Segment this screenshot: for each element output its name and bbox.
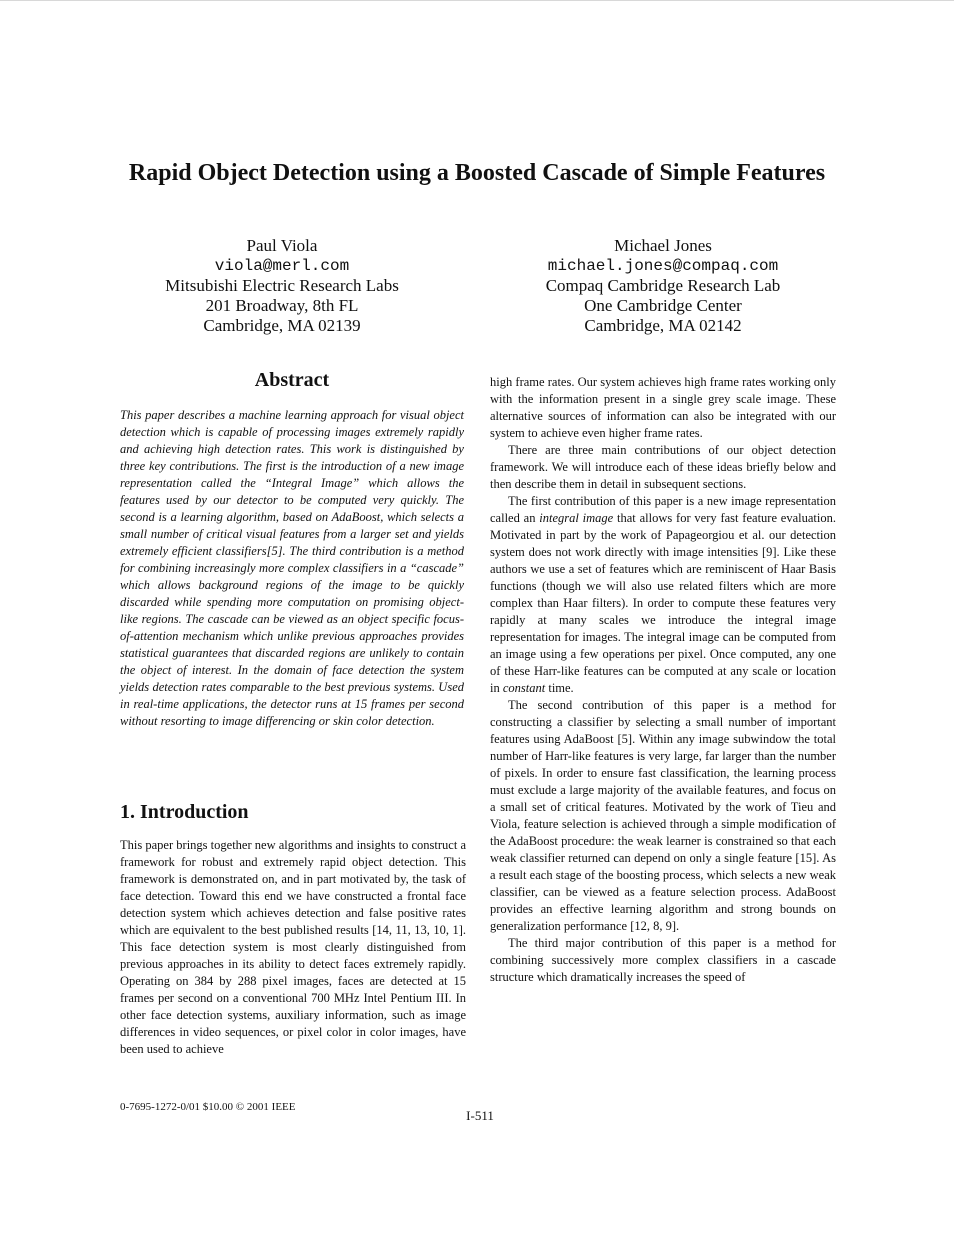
- page-top-rule: [0, 0, 954, 1]
- introduction-body: This paper brings together new algorithms and insights to construct a framework for robust and extremely rapid object detection. This framework is demonstrated on, and in part motivated by, the task of face detection. Toward this end we have constructed a frontal face detection system which achieves detection and false positive rates which are equivalent to the best published results [14, 11, 13, 10, 1]. This face detection system is most clearly distinguished from previous approaches in its ability to detect faces extremely rapidly. Operating on 384 by 288 pixel images, faces are detected at 15 frames per second on a conventional 700 MHz Intel Pentium III. In other face detection systems, auxiliary information, such as image differences in video sequences, or pixel color in color images, have been used to achieve: [120, 838, 466, 1056]
- author-block-jones: [513, 236, 813, 336]
- paper-title: Rapid Object Detection using a Boosted Cascade of Simple Features: [128, 160, 826, 186]
- paragraph: high frame rates. Our system achieves high frame rates working only with the information present in a single grey scale image. These alternative sources of information can also be integrated with our system to achieve even higher frame rates.: [490, 375, 836, 440]
- paragraph: The third major contribution of this paper is a method for combining successively more complex classifiers in a cascade structure which dramatically increases the speed of: [490, 936, 836, 984]
- author-affiliation: Mitsubishi Electric Research Labs: [165, 276, 399, 295]
- author-name: Paul Viola: [246, 236, 318, 255]
- author-email: michael.jones@compaq.com: [547, 257, 779, 275]
- author-address-line2: Cambridge, MA 02139: [203, 316, 361, 335]
- emphasis-text: integral image: [539, 511, 614, 525]
- author-address-line2: Cambridge, MA 02142: [584, 316, 742, 335]
- paragraph: The second contribution of this paper is a method for constructing a classifier by selecting a small number of important features using AdaBoost [5]. Within any image subwindow the total number of Harr-like features is very large, far larger than the number of pixels. In order to ensure fast classification, the learning process must exclude a large majority of the available features, and focus on a small set of critical features. Motivated by the work of Tieu and Viola, feature selection is achieved through a simple modification of the AdaBoost procedure: the weak learner is constrained so that each weak classifier returned can depend on only a single feature [15]. As a result each stage of the boosting process, which selects a new weak classifier, can be viewed as a feature selection process. AdaBoost provides an effective learning algorithm and strong bounds on generalization performance [12, 8, 9].: [490, 698, 836, 933]
- author-block-viola: [132, 236, 432, 336]
- paragraph: [490, 493, 836, 697]
- page-number: I-511: [466, 1108, 494, 1123]
- author-address-line1: One Cambridge Center: [584, 296, 742, 315]
- right-column-text: [490, 374, 836, 986]
- author-address-line1: 201 Broadway, 8th FL: [205, 296, 359, 315]
- text-run: The first contribution of this paper is a new image representation called an: [490, 494, 836, 525]
- abstract-heading: Abstract: [254, 369, 330, 391]
- text-run: time.: [545, 681, 574, 695]
- paragraph: There are three main contributions of our object detection framework. We will introduce each of these ideas briefly below and then describe them in detail in subsequent sections.: [490, 443, 836, 491]
- author-email: viola@merl.com: [214, 257, 350, 275]
- abstract-body: This paper describes a machine learning approach for visual object detection which is capable of processing images extremely rapidly and achieving high detection rates. This work is distinguished by three key contributions. The first is the introduction of a new image representation called the “Integral Image” which allows the features used by our detector to be computed very quickly. The second is a learning algorithm, based on AdaBoost, which selects a small number of critical visual features from a larger set and yields extremely efficient classifiers[5]. The third contribution is a method for combining increasingly more complex classifiers in a “cascade” which allows background regions of the image to be quickly discarded while spending more computation on promising object-like regions. The cascade can be viewed as an object specific focus-of-attention mechanism which unlike previous approaches provides statistical guarantees that discarded regions are unlikely to contain the object of interest. In the domain of face detection the system yields detection rates comparable to the best previous systems. Used in real-time applications, the detector runs at 15 frames per second without resorting to image differencing or skin color detection.: [120, 408, 464, 728]
- footer-copyright: 0-7695-1272-0/01 $10.00 © 2001 IEEE: [120, 1101, 296, 1113]
- emphasis-text: constant: [502, 681, 546, 695]
- text-run: that allows for very fast feature evaluation. Motivated in part by the work of Papageorgiou et al. our detection system does not work directly with image intensities [9]. Like these authors we use a set of features which are reminiscent of Haar Basis functions (though we will also use related filters which are more complex than Haar filters). In order to compute these features very rapidly at many scales we introduce the integral image representation for images. The integral image can be computed from an image using a few operations per pixel. Once computed, any one of these Harr-like features can be computed at any scale or location in: [490, 511, 836, 695]
- author-affiliation: Compaq Cambridge Research Lab: [545, 276, 781, 295]
- introduction-heading: 1. Introduction: [120, 801, 249, 823]
- author-name: Michael Jones: [614, 236, 712, 255]
